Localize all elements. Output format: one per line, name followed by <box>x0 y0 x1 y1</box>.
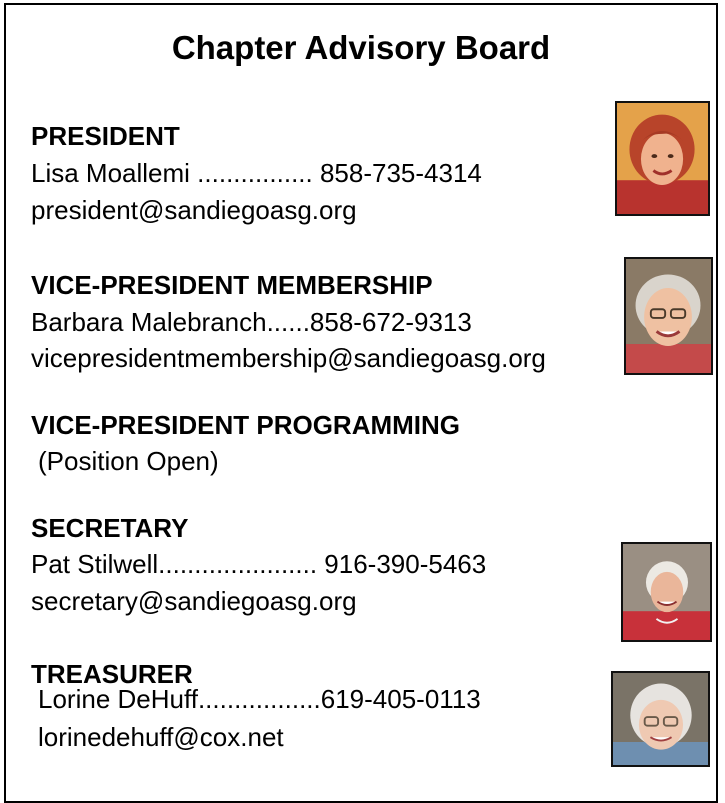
board-title: Chapter Advisory Board <box>171 29 551 66</box>
secretary-photo <box>621 542 712 642</box>
secretary-email: secretary@sandiegoasg.org <box>31 586 357 616</box>
treasurer-photo <box>611 671 710 767</box>
vp-membership-name-phone: Barbara Malebranch......858-672-9313 <box>31 307 472 337</box>
secretary-heading: SECRETARY <box>31 513 189 543</box>
vp-programming-heading: VICE-PRESIDENT PROGRAMMING <box>31 410 461 440</box>
president-photo <box>615 101 710 216</box>
vp-membership-photo <box>624 257 713 375</box>
treasurer-name-phone: Lorine DeHuff.................619-405-0113 <box>38 684 481 714</box>
treasurer-email: lorinedehuff@cox.net <box>38 722 284 752</box>
president-name-phone: Lisa Moallemi ................ 858-735-4314 <box>31 158 482 188</box>
president-heading: PRESIDENT <box>31 121 180 151</box>
president-email: president@sandiegoasg.org <box>31 195 357 225</box>
treasurer-heading: TREASURER <box>31 659 193 689</box>
vp-programming-status: (Position Open) <box>38 446 219 476</box>
vp-membership-email: vicepresidentmembership@sandiegoasg.org <box>31 343 546 373</box>
vp-membership-heading: VICE-PRESIDENT MEMBERSHIP <box>31 270 433 300</box>
secretary-name-phone: Pat Stilwell...................... 916-390-5463 <box>31 549 487 579</box>
